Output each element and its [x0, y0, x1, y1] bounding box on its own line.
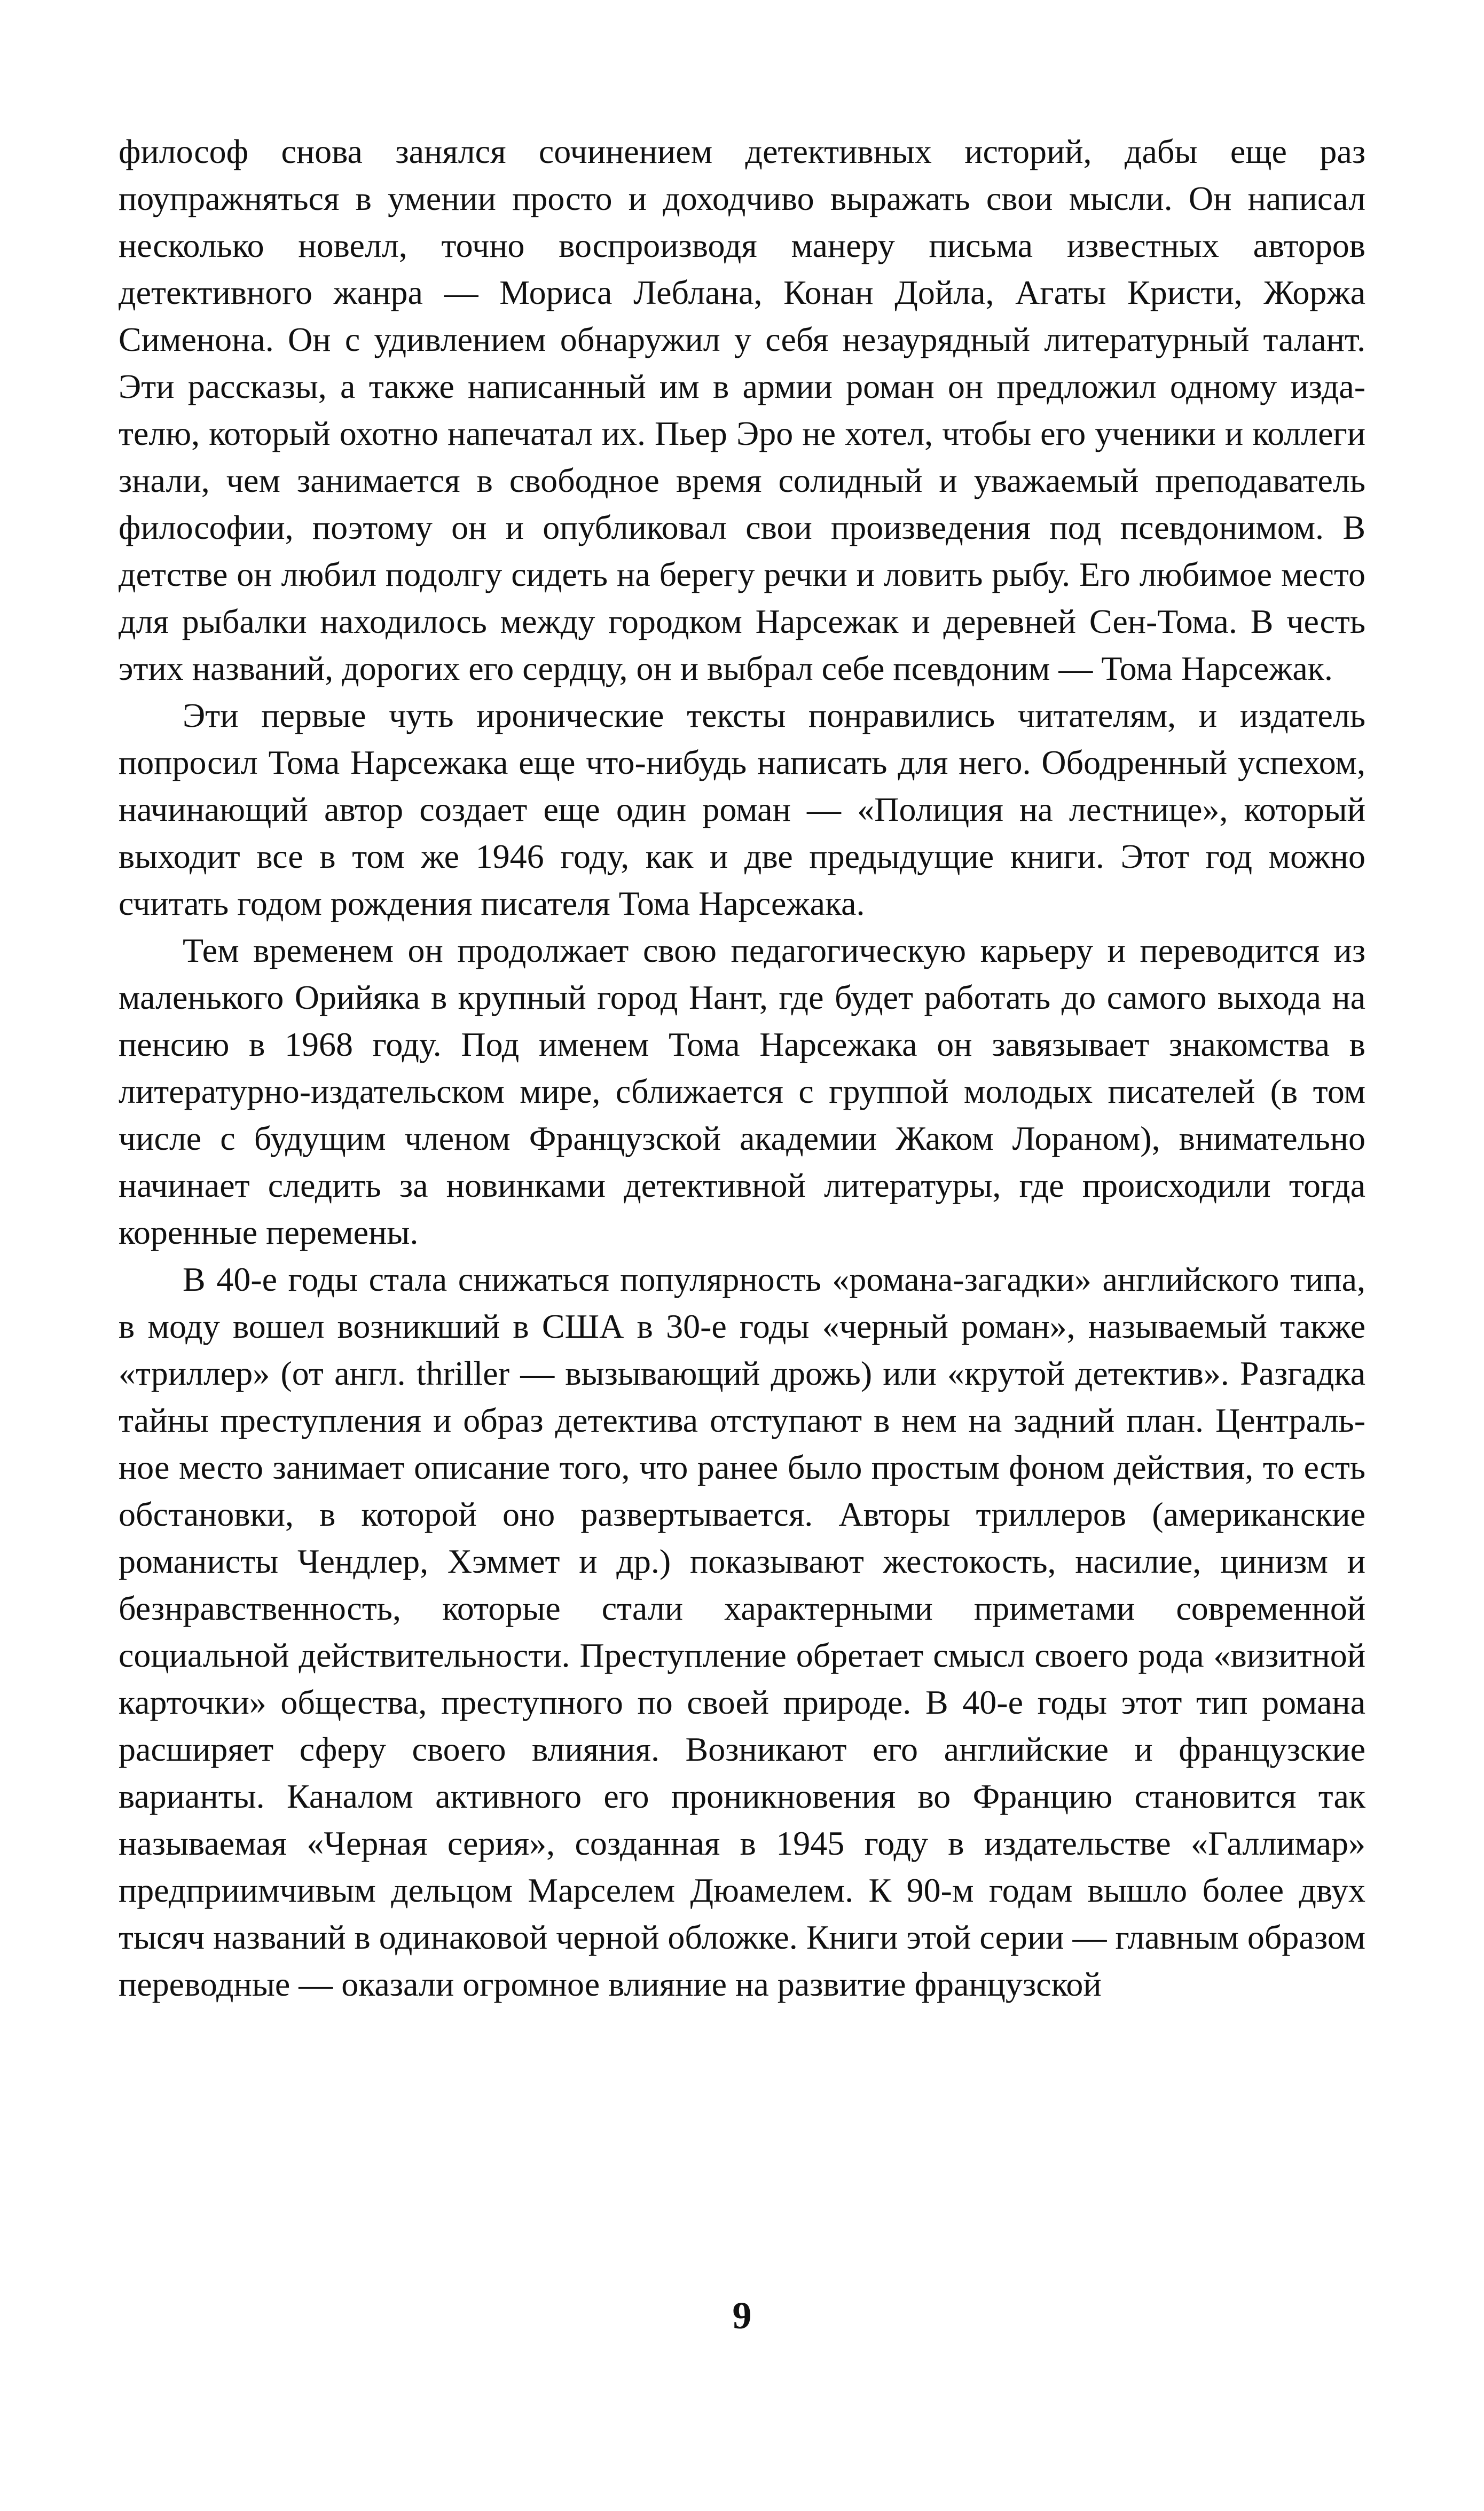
- paragraph: В 40-е годы стала снижаться популярность «романа-загадки» английского типа, в моду вошел возникший в США в 30-е годы «черный роман», называемый также «триллер» (от англ. thriller — вызывающий дрожь) или «крутой детектив». Разгадка тайны преступления и образ детектива отступают в нем на задний план. Центральное место занимает описание того, что ранее было простым фоном действия, то есть обстановки, в которой оно развертывается. Авторы триллеров (американские романисты Чендлер, Хэммет и др.) показывают жестокость, насилие, цинизм и безнравственность, которые стали характерными приметами современной социальной действительности. Преступление обретает смысл своего рода «визитной карточки» общества, преступного по своей природе. В 40-е годы этот тип романа расширяет сферу своего влияния. Возникают его английские и французские варианты. Каналом активного его проникновения во Францию становится так называемая «Черная серия», созданная в 1945 году в издательстве «Галлимар» предприимчивым дельцом Марселем Дюамелем. К 90-м годам вышло более двух тысяч названий в одинаковой черной обложке. Книги этой серии — главным образом переводные — оказали огромное влияние на развитие французской: [119, 1260, 1365, 2003]
- paragraph: Тем временем он продолжает свою педагогическую карьеру и переводится из маленького Орийяка в крупный город Нант, где будет работать до самого выхода на пенсию в 1968 году. Под именем Тома Нарсежака он завязывает знакомства в литературно-издательском мире, сближается с группой молодых писателей (в том числе с будущим членом Французской академии Жаком Лораном), внимательно начинает следить за новинками детективной литературы, где происходили тогда коренные перемены.: [119, 931, 1365, 1251]
- page-number: 9: [732, 2294, 752, 2337]
- paragraph-continued: философ снова занялся сочинением детективных историй, дабы еще раз поупражняться в умении просто и доходчиво выражать свои мысли. Он написал несколько новелл, точно воспроизводя манеру письма известных авторов детективного жанра — Мориса Леблана, Конан Дойла, Агаты Кристи, Жоржа Сименона. Он с удивлением обнаружил у себя незаурядный литературный талант. Эти рассказы, а также написанный им в армии роман он предложил одному издателю, который охотно напечатал их. Пьер Эро не хотел, чтобы его ученики и коллеги знали, чем занимается в свободное время солидный и уважаемый преподаватель философии, поэтому он и опубликовал свои произведения под псевдонимом. В детстве он любил подолгу сидеть на берегу речки и ловить рыбу. Его любимое место для рыбалки находилось между городком Нарсежак и деревней Сен-Тома. В честь этих названий, дорогих его сердцу, он и выбрал себе псевдоним — Тома Нарсежак.: [119, 132, 1365, 687]
- paragraph: Эти первые чуть иронические тексты понравились читателям, и издатель попросил Тома Нарсежака еще что-нибудь написать для него. Ободренный успехом, начинающий автор создает еще один роман — «Полиция на лестнице», который выходит все в том же 1946 году, как и две предыдущие книги. Этот год можно считать годом рождения писателя Тома Нарсежака.: [119, 696, 1365, 922]
- page-body: [119, 128, 1365, 2008]
